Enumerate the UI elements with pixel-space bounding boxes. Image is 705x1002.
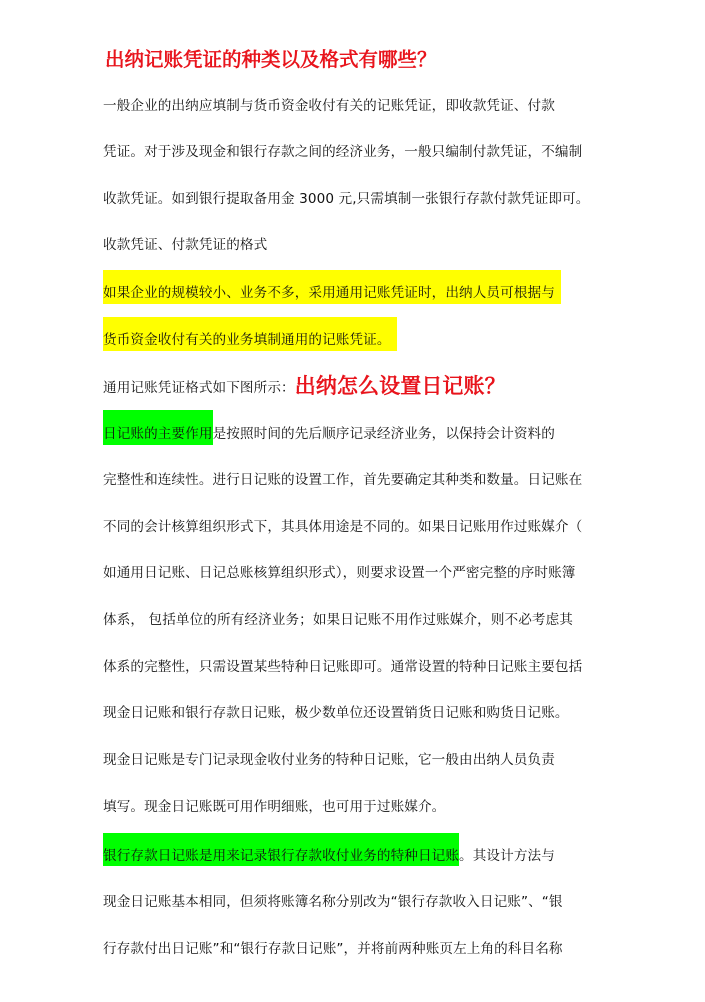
paragraph-line: 凭证。对于涉及现金和银行存款之间的经济业务，一般只编制付款凭证，不编制 (103, 144, 583, 160)
paragraph-line: 现金日记账是专门记录现金收付业务的特种日记账，它一般由出纳人员负责 (103, 752, 555, 768)
paragraph-line: 收款凭证。如到银行提取备用金 3000 元,只需填制一张银行存款付款凭证即可。 (103, 191, 590, 207)
green-highlight: 日记账的主要作用 (103, 410, 213, 445)
format-line (103, 369, 506, 403)
highlighted-line: 货币资金收付有关的业务填制通用的记账凭证。 (103, 317, 397, 351)
paragraph-line: 行存款付出日记账”和“银行存款日记账”，并将前两种账页左上角的科目名称 (103, 941, 563, 957)
paragraph-line: 一般企业的出纳应填制与货币资金收付有关的记账凭证，即收款凭证、付款 (103, 98, 555, 114)
format-caption: 通用记账凭证格式如下图所示： (103, 380, 295, 396)
paragraph-line: 如通用日记账、日记总账核算组织形式），则要求设置一个严密完整的序时账簿 (103, 565, 576, 581)
page-title: 出纳记账凭证的种类以及格式有哪些？ (105, 48, 437, 71)
green-highlight: 银行存款日记账是用来记录银行存款收付业务的特种日记账 (103, 833, 459, 866)
highlighted-line: 如果企业的规模较小、业务不多，采用通用记账凭证时，出纳人员可根据与 (103, 270, 561, 304)
paragraph-line: 不同的会计核算组织形式下，其具体用途是不同的。如果日记账用作过账媒介（ (103, 519, 583, 535)
paragraph-line: 现金日记账和银行存款日记账，极少数单位还设置销货日记账和购货日记账。 (103, 705, 569, 721)
paragraph-line: 收款凭证、付款凭证的格式 (103, 237, 268, 253)
paragraph-line: 体系的完整性，只需设置某些特种日记账即可。通常设置的特种日记账主要包括 (103, 659, 583, 675)
paragraph-line: 完整性和连续性。进行日记账的设置工作，首先要确定其种类和数量。日记账在 (103, 472, 583, 488)
paragraph-line: 现金日记账基本相同，但须将账簿名称分别改为“银行存款收入日记账”、“银 (103, 894, 563, 910)
section-heading: 出纳怎么设置日记账？ (294, 373, 506, 398)
paragraph-text: 。其设计方法与 (459, 848, 555, 864)
paragraph-line (103, 833, 555, 867)
paragraph-line (103, 410, 555, 444)
paragraph-line: 填写。现金日记账既可用作明细账，也可用于过账媒介。 (103, 799, 446, 815)
paragraph-line: 体系， 包括单位的所有经济业务；如果日记账不用作过账媒介，则不必考虑其 (103, 612, 574, 628)
paragraph-text: 是按照时间的先后顺序记录经济业务，以保持会计资料的 (212, 426, 555, 442)
